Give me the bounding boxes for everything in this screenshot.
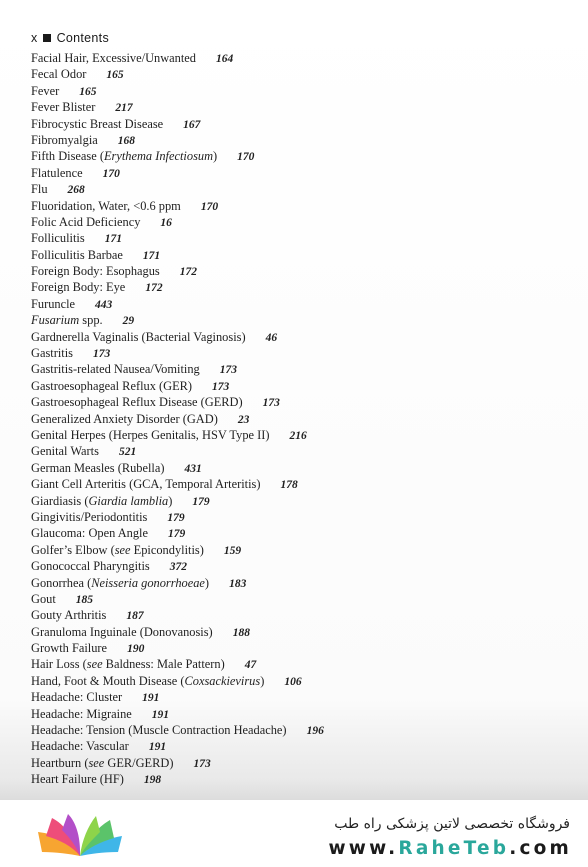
shop-title: فروشگاه تخصصی لاتین پزشکی راه طب	[334, 816, 570, 832]
entry-page-number: 165	[79, 85, 97, 98]
entry-title: Gout	[31, 591, 56, 606]
contents-list	[31, 50, 571, 788]
entry-page-number: 23	[237, 413, 250, 426]
entry-title: Gardnerella Vaginalis (Bacterial Vaginosis)	[31, 329, 246, 344]
website-url: www.RaheTeb.com	[328, 838, 572, 859]
contents-entry	[31, 66, 571, 82]
entry-page-number: 198	[143, 774, 162, 787]
contents-entry	[31, 607, 571, 623]
contents-entry	[31, 312, 571, 328]
entry-title: Foreign Body: Esophagus	[31, 264, 160, 279]
entry-title: Fecal Odor	[31, 67, 87, 82]
entry-page-number: 106	[284, 675, 302, 688]
entry-title: Folliculitis Barbae	[31, 247, 123, 262]
entry-title: Gastritis	[31, 346, 73, 361]
entry-title: Facial Hair, Excessive/Unwanted	[31, 51, 196, 65]
contents-entry	[31, 706, 571, 722]
entry-page-number: 183	[229, 577, 247, 590]
contents-entry	[31, 279, 571, 295]
website-brand: RaheTeb	[398, 838, 510, 859]
contents-entry	[31, 378, 571, 394]
contents-entry	[31, 689, 571, 705]
entry-page-number: 164	[216, 53, 234, 65]
contents-entry	[31, 198, 571, 214]
entry-title: Fibrocystic Breast Disease	[31, 116, 164, 131]
entry-title: Gingivitis/Periodontitis	[31, 509, 148, 524]
contents-entry	[31, 214, 571, 230]
entry-title: Gastroesophageal Reflux Disease (GERD)	[31, 395, 243, 410]
entry-page-number: 170	[237, 151, 255, 164]
entry-page-number: 188	[232, 626, 250, 639]
contents-entry	[31, 263, 571, 279]
entry-title: Fusarium spp.	[31, 313, 103, 328]
entry-title: Gouty Arthritis	[31, 608, 107, 623]
entry-page-number: 16	[160, 216, 172, 229]
entry-title: Hand, Foot & Mouth Disease (Coxsackievirus)	[31, 673, 265, 688]
contents-entry	[31, 99, 571, 115]
entry-title: Generalized Anxiety Disorder (GAD)	[31, 411, 218, 426]
contents-entry	[31, 509, 571, 525]
contents-entry	[31, 361, 571, 377]
contents-entry	[31, 558, 571, 574]
contents-entry	[31, 427, 571, 443]
entry-page-number: 190	[127, 643, 145, 656]
contents-entry	[31, 493, 571, 509]
contents-entry	[31, 181, 571, 197]
entry-page-number: 170	[200, 200, 219, 213]
entry-page-number: 191	[151, 708, 170, 721]
contents-entry	[31, 148, 571, 164]
contents-entry	[31, 722, 571, 738]
contents-entry	[31, 165, 571, 181]
contents-entry	[31, 50, 571, 66]
entry-page-number: 216	[289, 429, 307, 442]
entry-title: Gastritis-related Nausea/Vomiting	[31, 362, 200, 377]
entry-page-number: 185	[75, 593, 94, 606]
entry-title: Heartburn (see GER/GERD)	[31, 755, 174, 770]
entry-title: Granuloma Inguinale (Donovanosis)	[31, 624, 213, 639]
entry-page-number: 431	[184, 462, 202, 475]
contents-entry	[31, 443, 571, 459]
entry-title: Fever	[31, 83, 60, 98]
running-header	[31, 30, 109, 46]
contents-entry	[31, 542, 571, 558]
entry-title: Headache: Tension (Muscle Contraction Headache)	[31, 723, 287, 738]
page-roman-numeral: x	[31, 31, 38, 45]
entry-title: Fever Blister	[31, 100, 96, 115]
entry-title: Hair Loss (see Baldness: Male Pattern)	[31, 657, 225, 672]
entry-title: Heart Failure (HF)	[31, 772, 124, 787]
entry-title: Giant Cell Arteritis (GCA, Temporal Arteritis)	[31, 477, 261, 492]
entry-title: Golfer’s Elbow (see Epicondylitis)	[31, 542, 204, 557]
contents-entry	[31, 640, 571, 656]
contents-entry	[31, 755, 571, 771]
entry-title: Headache: Cluster	[31, 690, 123, 705]
contents-entry	[31, 575, 571, 591]
contents-entry	[31, 116, 571, 132]
entry-title: Flu	[31, 182, 48, 197]
contents-entry	[31, 656, 571, 672]
entry-title: Gastroesophageal Reflux (GER)	[31, 378, 193, 393]
entry-title: Genital Warts	[31, 444, 99, 459]
entry-page-number: 187	[126, 610, 144, 623]
entry-page-number: 46	[265, 331, 278, 344]
entry-page-number: 168	[117, 134, 136, 147]
entry-page-number: 29	[122, 315, 135, 328]
entry-title: Fluoridation, Water, <0.6 ppm	[31, 198, 181, 213]
entry-page-number: 179	[192, 495, 210, 508]
entry-page-number: 172	[179, 266, 197, 279]
entry-page-number: 179	[167, 511, 185, 524]
entry-page-number: 47	[244, 659, 257, 672]
entry-page-number: 443	[95, 298, 113, 311]
contents-entry	[31, 591, 571, 607]
contents-entry	[31, 673, 571, 689]
entry-title: Folic Acid Deficiency	[31, 214, 141, 229]
entry-title: German Measles (Rubella)	[31, 460, 165, 475]
entry-title: Glaucoma: Open Angle	[31, 526, 148, 541]
entry-page-number: 171	[104, 233, 122, 246]
entry-page-number: 173	[212, 380, 230, 393]
entry-title: Headache: Vascular	[31, 739, 129, 754]
contents-entry	[31, 411, 571, 427]
open-book-logo-icon	[34, 812, 126, 858]
header-title: Contents	[56, 31, 109, 45]
contents-entry	[31, 296, 571, 312]
entry-page-number: 372	[169, 561, 187, 574]
square-bullet-icon	[43, 34, 51, 42]
entry-page-number: 191	[142, 692, 160, 705]
entry-page-number: 173	[93, 348, 111, 361]
entry-page-number: 196	[306, 725, 324, 738]
entry-page-number: 159	[223, 544, 242, 557]
entry-page-number: 268	[67, 184, 85, 197]
entry-page-number: 172	[145, 282, 163, 295]
contents-entry	[31, 738, 571, 754]
entry-title: Fibromyalgia	[31, 132, 98, 147]
contents-entry	[31, 460, 571, 476]
entry-title: Headache: Migraine	[31, 706, 132, 721]
contents-entry	[31, 525, 571, 541]
entry-page-number: 173	[193, 757, 211, 770]
entry-page-number: 521	[118, 446, 137, 459]
entry-title: Foreign Body: Eye	[31, 280, 126, 295]
entry-page-number: 178	[280, 479, 298, 492]
entry-page-number: 173	[219, 364, 237, 377]
entry-title: Furuncle	[31, 296, 76, 311]
entry-title: Flatulence	[31, 165, 83, 180]
contents-entry	[31, 624, 571, 640]
contents-entry	[31, 394, 571, 410]
entry-page-number: 170	[102, 167, 120, 180]
contents-entry	[31, 132, 571, 148]
entry-page-number: 191	[148, 741, 167, 754]
entry-title: Growth Failure	[31, 641, 108, 656]
entry-title: Gonorrhea (Neisseria gonorrhoeae)	[31, 575, 210, 590]
contents-entry	[31, 345, 571, 361]
entry-title: Folliculitis	[31, 231, 85, 246]
contents-entry	[31, 771, 571, 787]
entry-page-number: 217	[115, 102, 133, 115]
entry-title: Gonococcal Pharyngitis	[31, 559, 150, 574]
contents-entry	[31, 83, 571, 99]
contents-entry	[31, 247, 571, 263]
contents-entry	[31, 329, 571, 345]
entry-page-number: 167	[183, 118, 201, 131]
entry-title: Genital Herpes (Herpes Genitalis, HSV Type II)	[31, 427, 270, 442]
entry-page-number: 179	[168, 528, 186, 541]
entry-page-number: 171	[142, 249, 161, 262]
entry-title: Fifth Disease (Erythema Infectiosum)	[31, 149, 218, 164]
contents-entry	[31, 476, 571, 492]
entry-page-number: 173	[262, 397, 280, 410]
entry-page-number: 165	[106, 69, 124, 82]
contents-entry	[31, 230, 571, 246]
entry-title: Giardiasis (Giardia lamblia)	[31, 493, 173, 508]
